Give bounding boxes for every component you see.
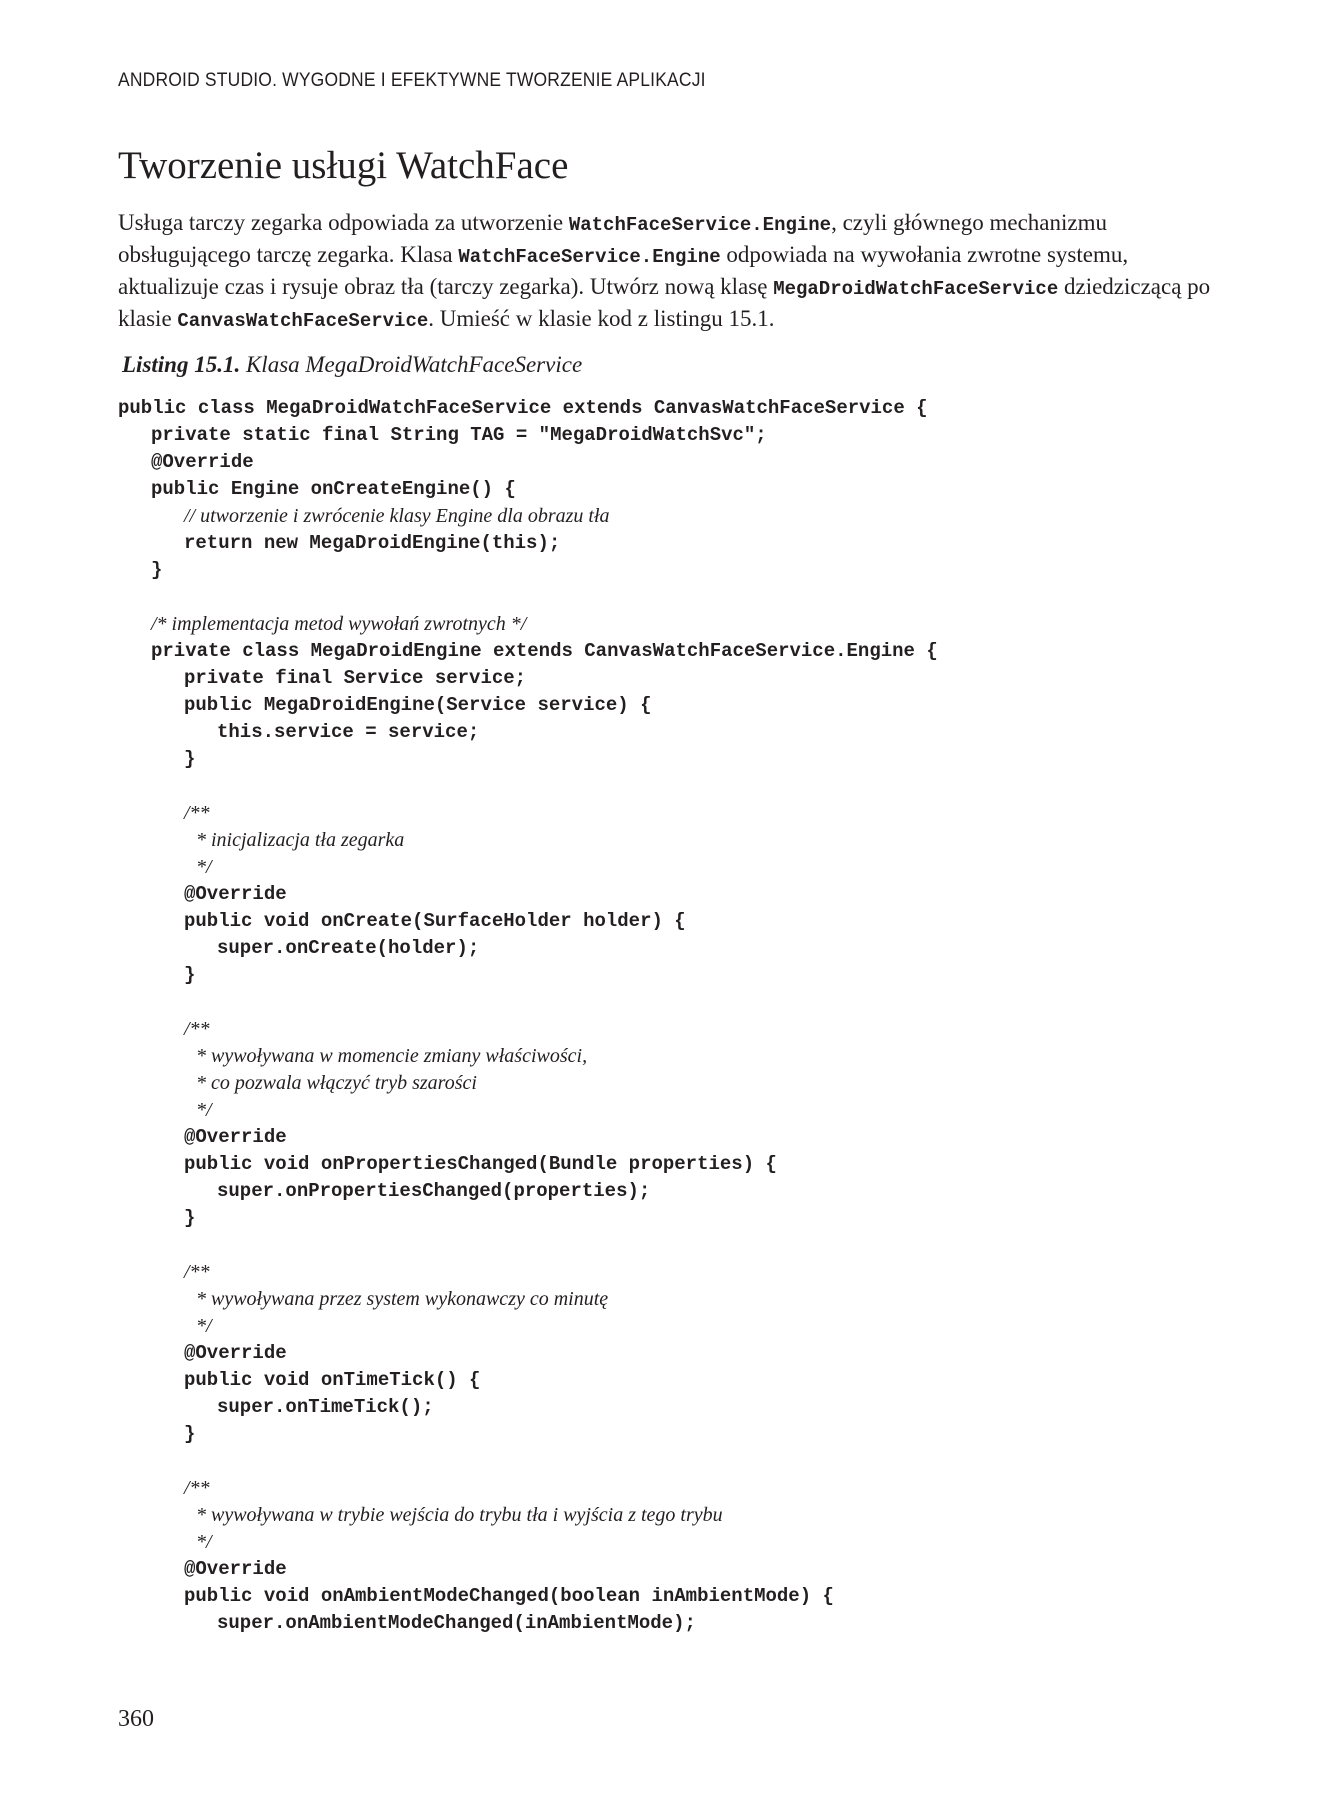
code-line: } [184,1423,196,1445]
code-comment-line: * co pozwala włączyć tryb szarości [196,1072,477,1094]
code-blank-line [118,1448,938,1475]
code-blank-line [118,1232,938,1259]
intro-text-1: Usługa tarczy zegarka odpowiada za utworzenie [118,210,569,235]
code-line: public void onCreate(SurfaceHolder holder) { [184,910,686,932]
code-line: @Override [184,1558,287,1580]
code-line: @Override [184,883,287,905]
code-comment-line: */ [196,856,212,878]
code-comment-line: /** [184,1261,210,1283]
code-line: } [184,964,196,986]
code-line: super.onAmbientModeChanged(inAmbientMode); [217,1612,696,1634]
intro-text-2: , czyli głównego mechanizmu obsługującego tarczę zegarka. Klasa [118,210,1108,267]
code-line: @Override [151,451,254,473]
code-comment-line: * wywoływana w momencie zmiany właściwości, [196,1045,588,1067]
code-line: private static final String TAG = "MegaDroidWatchSvc"; [151,424,767,446]
intro-paragraph [118,208,1228,336]
code-line: private class MegaDroidEngine extends CanvasWatchFaceService.Engine { [151,640,938,662]
code-line: super.onTimeTick(); [217,1396,434,1418]
code-line: public MegaDroidEngine(Service service) { [184,694,652,716]
code-line: public void onTimeTick() { [184,1369,481,1391]
code-line: public Engine onCreateEngine() { [151,478,516,500]
code-comment-line: // utworzenie i zwrócenie klasy Engine dla obrazu tła [184,505,610,527]
code-comment-line: * wywoływana przez system wykonawczy co minutę [196,1288,609,1310]
code-comment-line: /** [184,1477,210,1499]
code-line: } [151,559,163,581]
code-line: } [184,748,196,770]
code-line: public class MegaDroidWatchFaceService extends CanvasWatchFaceService { [118,397,928,419]
code-blank-line [118,584,938,611]
code-line: @Override [184,1126,287,1148]
intro-text-4: dziedziczącą po klasie [118,274,1211,331]
code-line: this.service = service; [217,721,480,743]
listing-label: Listing 15.1. [122,352,241,377]
code-line: @Override [184,1342,287,1364]
running-head: ANDROID STUDIO. WYGODNE I EFEKTYWNE TWORZENIE APLIKACJI [118,70,706,91]
section-title: Tworzenie usługi WatchFace [118,144,569,187]
code-comment-line: * inicjalizacja tła zegarka [196,829,405,851]
intro-text-5: . Umieść w klasie kod z listingu 15.1. [428,306,775,331]
code-blank-line [118,989,938,1016]
intro-code-2: WatchFaceService.Engine [458,246,721,268]
code-blank-line [118,773,938,800]
code-line: super.onPropertiesChanged(properties); [217,1180,651,1202]
code-line: return new MegaDroidEngine(this); [184,532,561,554]
code-comment-line: /* implementacja metod wywołań zwrotnych */ [151,613,527,635]
code-line: } [184,1207,196,1229]
code-comment-line: /** [184,1018,210,1040]
code-comment-line: /** [184,802,210,824]
intro-code-4: CanvasWatchFaceService [177,310,429,332]
intro-text-3: odpowiada na wywołania zwrotne systemu, aktualizuje czas i rysuje obraz tła (tarczy zegarka). Utwórz nową klasę [118,242,1129,299]
code-comment-line: * wywoływana w trybie wejścia do trybu tła i wyjścia z tego trybu [196,1504,723,1526]
intro-code-3: MegaDroidWatchFaceService [773,278,1059,300]
code-listing [118,395,938,1637]
code-line: super.onCreate(holder); [217,937,480,959]
code-comment-line: */ [196,1099,212,1121]
listing-caption [122,352,582,378]
code-line: public void onAmbientModeChanged(boolean inAmbientMode) { [184,1585,834,1607]
page-number: 360 [118,1706,154,1732]
code-comment-line: */ [196,1531,212,1553]
listing-title: Klasa MegaDroidWatchFaceService [240,352,583,377]
code-line: private final Service service; [184,667,527,689]
intro-code-1: WatchFaceService.Engine [568,214,832,236]
code-line: public void onPropertiesChanged(Bundle properties) { [184,1153,777,1175]
code-comment-line: */ [196,1315,212,1337]
